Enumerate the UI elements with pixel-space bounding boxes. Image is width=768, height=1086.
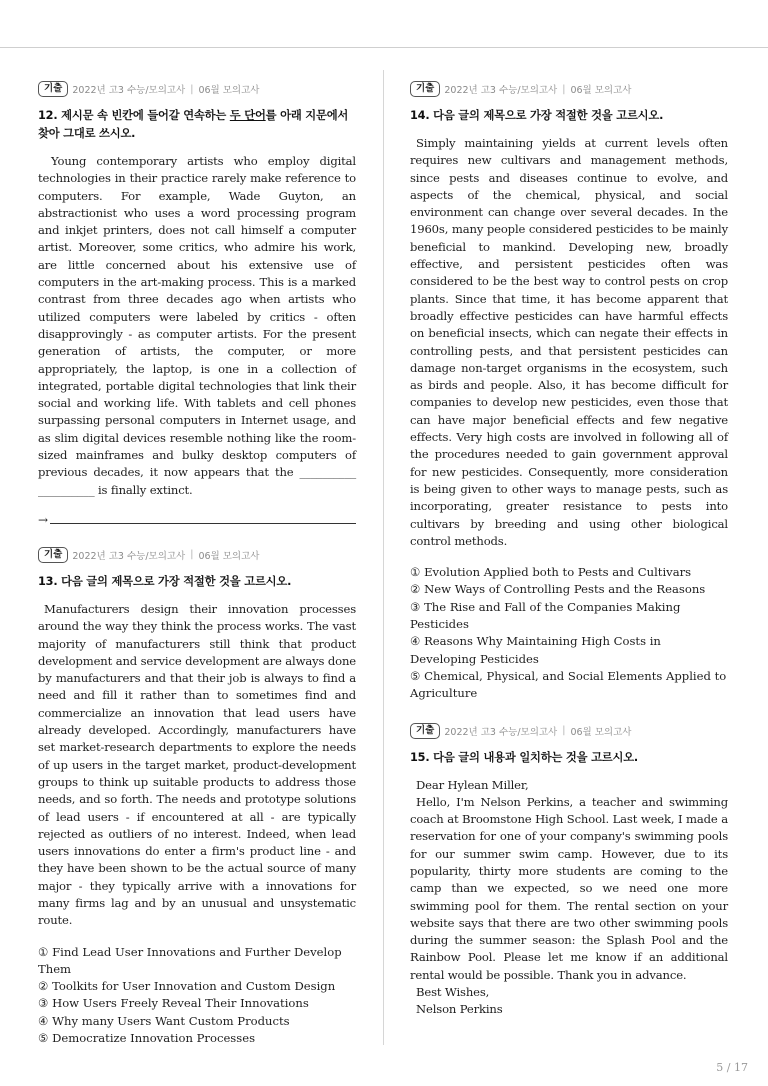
letter-body: Hello, I'm Nelson Perkins, a teacher and swimming coach at Broomstone High School. Last week, I made a reservation for one of your company's swimming pools for our summer swim camp. However, due to its popularity, thirty more students are coming to the camp than we expected, so we need one more swimming pool for them. The rental section on your website says that there are two other swimming pools during the summer season: the Splash Pool and the Rainbow Pool. Please let me know if an additional rental would be possible. Thank you in advance.: [410, 794, 728, 982]
question-title: [38, 107, 356, 143]
question-13: [38, 547, 356, 1047]
header-rule: [0, 47, 768, 48]
right-column: [410, 81, 728, 1019]
meta-separator: |: [562, 725, 566, 736]
question-title: 14. 다음 글의 제목으로 가장 적절한 것을 고르시오.: [410, 109, 664, 122]
exam-label: 06월 모의고사: [570, 85, 632, 96]
exam-label: 06월 모의고사: [198, 85, 260, 96]
title-underlined: 두 단어: [229, 109, 266, 122]
meta-separator: |: [190, 83, 194, 95]
exam-tag: 기출: [410, 723, 440, 739]
option-5[interactable]: ⑤ Chemical, Physical, and Social Elements Applied to Agriculture: [410, 668, 727, 701]
page-number: 5 / 17: [716, 1061, 748, 1074]
question-meta: [410, 81, 728, 97]
meta-separator: |: [562, 83, 566, 95]
question-meta: [410, 723, 728, 739]
question-title: 15. 다음 글의 내용과 일치하는 것을 고르시오.: [410, 750, 639, 764]
year-label: 2022년 고3 수능/모의고사: [72, 550, 186, 562]
question-title: 13. 다음 글의 제목으로 가장 적절한 것을 고르시오.: [38, 574, 292, 588]
left-column: [38, 81, 356, 1047]
letter-closing: Best Wishes,: [416, 985, 490, 1000]
year-label: 2022년 고3 수능/모의고사: [444, 726, 558, 738]
option-4[interactable]: ④ Reasons Why Maintaining High Costs in Developing Pesticides: [410, 634, 661, 666]
question-14: [410, 81, 728, 703]
option-1[interactable]: ① Find Lead User Innovations and Further Develop Them: [38, 944, 342, 976]
option-5[interactable]: ⑤ Democratize Innovation Processes: [38, 1031, 256, 1046]
question-meta: [38, 547, 356, 563]
question-12: [38, 81, 356, 527]
letter: [410, 777, 728, 1019]
exam-label: 06월 모의고사: [570, 726, 632, 738]
option-4[interactable]: ④ Why many Users Want Custom Products: [38, 1013, 290, 1028]
option-3[interactable]: ③ The Rise and Fall of the Companies Making Pesticides: [410, 599, 681, 632]
answer-options: [38, 944, 356, 1048]
option-3[interactable]: ③ How Users Freely Reveal Their Innovations: [38, 996, 309, 1011]
question-passage: Simply maintaining yields at current levels often requires new cultivars and management methods, since pests and diseases continue to evolve, and aspects of the chemical, physical, and social environment can change over several decades. In the 1960s, many people considered pesticides to be mainly beneficial to mankind. Developing new, broadly effective, and persistent pesticides often was considered to be the best way to control pests on crop plants. Since that time, it has become apparent that broadly effective pesticides can have harmful effects on beneficial insects, which can negate their effects in controlling pests, and that persistent pesticides can damage non-target organisms in the ecosystem, such as birds and people. Also, it has become difficult for companies to develop new pesticides, even those that can have major beneficial effects and few negative effects. Very high costs are involved in following all of the procedures needed to gain government approval for new pesticides. Consequently, more consideration is being given to other ways to manage pests, such as incorporating, greater resistance to pests into cultivars by breeding and using other biological control methods.: [410, 136, 728, 548]
answer-blank[interactable]: [50, 515, 356, 524]
answer-line[interactable]: [38, 513, 356, 527]
letter-salutation: Dear Hylean Miller,: [416, 777, 529, 792]
title-post: 를 아래 지문에서 찾아 그대로 쓰시오.: [38, 109, 349, 140]
title-pre: 12. 제시문 속 빈칸에 들어갈 연속하는: [38, 109, 230, 122]
question-passage: Young contemporary artists who employ digital technologies in their practice rarely make reference to computers. For example, Wade Guyton, an abstractionist who uses a word processing program and inkjet printers, does not call himself a computer artist. Moreover, some critics, who admire his work, are little concerned about his extensive use of computers in the art-making process. This is a marked contrast from three decades ago when artists who utilized computers were labeled by critics - often disapprovingly - as computer artists. For the present generation of artists, the computer, or more appropriately, the laptop, is one in a collection of integrated, portable digital technologies that link their social and working life. With tablets and cell phones surpassing personal computers in Internet usage, and as slim digital devices resemble nothing like the room-sized mainframes and bulky desktop computers of previous decades, it now appears that the __________ __________ is finally extinct.: [38, 154, 356, 497]
year-label: 2022년 고3 수능/모의고사: [444, 85, 558, 96]
question-passage: Manufacturers design their innovation processes around the way they think the process works. The vast majority of manufacturers still think that product development and service development are always done by manufacturers and that their job is always to find a need and fill it rather than to sometimes find and commercialize an innovation that lead users have already developed. Accordingly, manufacturers have set market-research departments to explore the needs of up users in the target market, product-development groups to think up suitable products to address those needs, and so forth. The needs and prototype solutions of lead users - if encountered at all - are typically rejected as outliers of no interest. Indeed, when lead users innovations do enter a firm's product line - and they have been shown to be the actual source of many major - they typically arrive with a innovations for many firms lag and by an unusual and unsystematic route.: [38, 601, 356, 928]
option-2[interactable]: ② Toolkits for User Innovation and Custom Design: [38, 979, 336, 994]
exam-tag: 기출: [410, 81, 440, 97]
meta-separator: |: [190, 549, 194, 561]
exam-tag: 기출: [38, 81, 68, 97]
exam-label: 06월 모의고사: [198, 550, 260, 562]
exam-tag: 기출: [38, 547, 68, 563]
question-15: [410, 723, 728, 1019]
column-divider: [383, 70, 384, 1045]
answer-options: [410, 564, 728, 702]
question-meta: [38, 81, 356, 97]
arrow-icon: →: [38, 512, 49, 527]
option-2[interactable]: ② New Ways of Controlling Pests and the Reasons: [410, 582, 706, 597]
letter-signature: Nelson Perkins: [416, 1002, 503, 1017]
year-label: 2022년 고3 수능/모의고사: [72, 85, 186, 96]
option-1[interactable]: ① Evolution Applied both to Pests and Cultivars: [410, 565, 692, 580]
